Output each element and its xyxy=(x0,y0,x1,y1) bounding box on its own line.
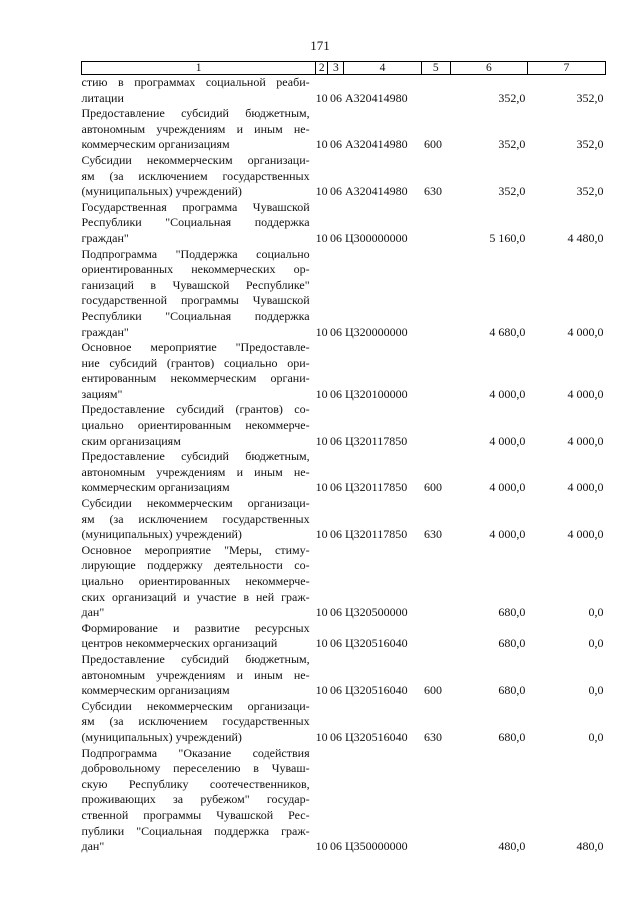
amount-year-2: 352,0 xyxy=(576,90,604,105)
page-number: 171 xyxy=(310,38,330,53)
description-line: (муниципальных) учреждений) xyxy=(81,527,242,542)
amount-year-2: 0,0 xyxy=(588,636,604,651)
description-line: стию в программах социальной реаби- xyxy=(81,75,310,89)
expense-type-code xyxy=(421,621,450,652)
amount-year-2: 4 000,0 xyxy=(567,480,604,495)
table-row xyxy=(82,200,606,247)
expense-type-code xyxy=(421,75,450,107)
target-article-code: Ц320100000 xyxy=(344,386,408,401)
description-line: ским организациям xyxy=(81,433,181,448)
section-code: 10 xyxy=(315,605,328,620)
target-article-code: А320414980 xyxy=(344,184,408,199)
target-article-code: Ц320516040 xyxy=(344,636,408,651)
amount-year-1: 680,0 xyxy=(498,683,526,698)
amount-year-1: 680,0 xyxy=(498,605,526,620)
table-body xyxy=(82,75,606,855)
amount-year-2: 0,0 xyxy=(588,729,604,744)
subsection-code: 06 xyxy=(329,230,342,245)
expense-type-code xyxy=(421,402,450,449)
description-line: автономным учреждениям и иным не- xyxy=(81,121,310,136)
amount-year-2: 4 000,0 xyxy=(567,433,604,448)
subsection-code: 06 xyxy=(329,480,342,495)
amount-year-2: 0,0 xyxy=(588,605,604,620)
amount-year-2: 0,0 xyxy=(588,683,604,698)
table-row xyxy=(82,496,606,543)
description-line: Предоставление субсидий (грантов) со- xyxy=(81,402,310,417)
section-code: 10 xyxy=(315,324,328,339)
description-line: Субсидии некоммерческим организаци- xyxy=(81,698,310,713)
section-code: 10 xyxy=(315,90,328,105)
description-line: Субсидии некоммерческим организаци- xyxy=(81,496,310,511)
budget-table xyxy=(81,61,606,855)
amount-year-1: 480,0 xyxy=(498,839,526,854)
description-line: Республики "Социальная поддержка xyxy=(81,308,310,323)
target-article-code: Ц300000000 xyxy=(344,230,408,245)
column-header: 5 xyxy=(421,62,450,75)
amount-year-1: 680,0 xyxy=(498,729,526,744)
section-code: 10 xyxy=(315,433,328,448)
subsection-code: 06 xyxy=(329,137,342,152)
subsection-code: 06 xyxy=(329,184,342,199)
target-article-code: Ц320000000 xyxy=(344,324,408,339)
amount-year-2: 4 000,0 xyxy=(567,527,604,542)
description-line: (муниципальных) учреждений) xyxy=(81,184,242,199)
row-description xyxy=(82,621,316,652)
row-description xyxy=(82,247,316,341)
description-line: циально ориентированных некоммерче- xyxy=(81,574,310,588)
table-row xyxy=(82,652,606,699)
target-article-code: Ц320516040 xyxy=(344,729,408,744)
description-line: автономным учреждениям и иным не- xyxy=(81,464,310,479)
description-line: ганизаций в Чувашской Республике" xyxy=(81,277,310,292)
column-header: 2 xyxy=(316,62,328,75)
description-line: центров некоммерческих организаций xyxy=(81,636,278,651)
amount-year-1: 352,0 xyxy=(498,90,526,105)
description-line: автономным учреждениям и иным не- xyxy=(81,667,310,682)
column-header: 4 xyxy=(344,62,421,75)
description-line: Подпрограмма "Поддержка социально xyxy=(81,246,310,261)
section-code: 10 xyxy=(315,527,328,542)
description-line: Государственная программа Чувашской xyxy=(81,199,310,214)
amount-year-1: 352,0 xyxy=(498,184,526,199)
description-line: дан" xyxy=(81,605,105,620)
description-line: ственной программы Чувашской Рес- xyxy=(81,807,310,822)
section-code: 10 xyxy=(315,839,328,854)
expense-type-code: 600 xyxy=(424,480,442,495)
target-article-code: Ц320117850 xyxy=(344,480,408,495)
target-article-code: А320414980 xyxy=(344,137,408,152)
subsection-code: 06 xyxy=(329,729,342,744)
row-description xyxy=(82,449,316,496)
row-description xyxy=(82,746,316,855)
table-row xyxy=(82,402,606,449)
description-line: ям (за исключением государственных xyxy=(81,714,310,729)
row-description xyxy=(82,652,316,699)
subsection-code: 06 xyxy=(329,683,342,698)
description-line: ние субсидий (грантов) социально ори- xyxy=(81,355,310,370)
column-header: 1 xyxy=(82,62,316,75)
amount-year-1: 4 000,0 xyxy=(489,527,526,542)
subsection-code: 06 xyxy=(329,324,342,339)
description-line: Субсидии некоммерческим организаци- xyxy=(81,152,310,167)
description-line: публики "Социальная поддержка граж- xyxy=(81,823,310,838)
expense-type-code: 630 xyxy=(424,527,442,542)
amount-year-2: 4 480,0 xyxy=(567,230,604,245)
description-line: литации xyxy=(81,90,124,105)
description-line: граждан" xyxy=(81,324,129,339)
table-row xyxy=(82,543,606,621)
description-line: коммерческим организациям xyxy=(81,480,230,495)
description-line: коммерческим организациям xyxy=(81,683,230,698)
amount-year-1: 4 000,0 xyxy=(489,480,526,495)
description-line: ям (за исключением государственных xyxy=(81,168,310,183)
table-header-row xyxy=(82,62,606,75)
table-row xyxy=(82,153,606,200)
section-code: 10 xyxy=(315,480,328,495)
expense-type-code: 600 xyxy=(424,683,442,698)
table-row xyxy=(82,621,606,652)
description-line: Предоставление субсидий бюджетным, xyxy=(81,449,310,464)
amount-year-1: 4 000,0 xyxy=(489,433,526,448)
description-line: Предоставление субсидий бюджетным, xyxy=(81,106,310,121)
row-description xyxy=(82,153,316,200)
expense-type-code xyxy=(421,200,450,247)
subsection-code: 06 xyxy=(329,433,342,448)
target-article-code: Ц320500000 xyxy=(344,605,408,620)
description-line: Республики "Социальная поддержка xyxy=(81,215,310,230)
description-line: граждан" xyxy=(81,230,129,245)
subsection-code: 06 xyxy=(329,527,342,542)
table-row xyxy=(82,75,606,107)
row-description xyxy=(82,496,316,543)
description-line: коммерческим организациям xyxy=(81,137,230,152)
target-article-code: А320414980 xyxy=(344,90,408,105)
expense-type-code xyxy=(421,340,450,402)
amount-year-1: 680,0 xyxy=(498,636,526,651)
section-code: 10 xyxy=(315,636,328,651)
description-line: циально ориентированным некоммерче- xyxy=(81,418,310,433)
table-row xyxy=(82,106,606,153)
column-header: 7 xyxy=(527,62,605,75)
description-line: ям (за исключением государственных xyxy=(81,511,310,526)
section-code: 10 xyxy=(315,184,328,199)
amount-year-2: 480,0 xyxy=(576,839,604,854)
description-line: проживающих за рубежом" государ- xyxy=(81,792,310,807)
target-article-code: Ц320516040 xyxy=(344,683,408,698)
section-code: 10 xyxy=(315,386,328,401)
table-row xyxy=(82,699,606,746)
amount-year-1: 4 000,0 xyxy=(489,386,526,401)
description-line: ориентированных некоммерческих ор- xyxy=(81,262,310,277)
description-line: ентированным некоммерческим органи- xyxy=(81,371,310,386)
description-line: (муниципальных) учреждений) xyxy=(81,729,242,744)
description-line: государственной программы Чувашской xyxy=(81,293,310,308)
expense-type-code xyxy=(421,247,450,341)
subsection-code: 06 xyxy=(329,386,342,401)
amount-year-2: 4 000,0 xyxy=(567,324,604,339)
column-header: 3 xyxy=(328,62,344,75)
row-description xyxy=(82,402,316,449)
amount-year-2: 4 000,0 xyxy=(567,386,604,401)
description-line: ских организаций и участие в ней граж- xyxy=(81,589,310,604)
amount-year-2: 352,0 xyxy=(576,137,604,152)
description-line: добровольному переселению в Чуваш- xyxy=(81,761,310,776)
row-description xyxy=(82,699,316,746)
description-line: Основное мероприятие "Предоставле- xyxy=(81,340,310,355)
table-row xyxy=(82,340,606,402)
amount-year-1: 4 680,0 xyxy=(489,324,526,339)
description-line: Предоставление субсидий бюджетным, xyxy=(81,651,310,666)
expense-type-code xyxy=(421,543,450,621)
row-description xyxy=(82,543,316,621)
description-line: Формирование и развитие ресурсных xyxy=(81,620,310,635)
subsection-code: 06 xyxy=(329,90,342,105)
description-line: скую Республику соотечественников, xyxy=(81,776,310,791)
table-row xyxy=(82,449,606,496)
row-description xyxy=(82,340,316,402)
row-description xyxy=(82,200,316,247)
section-code: 10 xyxy=(315,683,328,698)
subsection-code: 06 xyxy=(329,839,342,854)
amount-year-1: 5 160,0 xyxy=(489,230,526,245)
amount-year-1: 352,0 xyxy=(498,137,526,152)
description-line: зациям" xyxy=(81,386,123,401)
subsection-code: 06 xyxy=(329,636,342,651)
expense-type-code xyxy=(421,746,450,855)
column-header: 6 xyxy=(450,62,527,75)
row-description xyxy=(82,106,316,153)
target-article-code: Ц320117850 xyxy=(344,433,408,448)
amount-year-2: 352,0 xyxy=(576,184,604,199)
description-line: дан" xyxy=(81,839,105,854)
target-article-code: Ц350000000 xyxy=(344,839,408,854)
row-description xyxy=(82,75,316,107)
section-code: 10 xyxy=(315,230,328,245)
subsection-code: 06 xyxy=(329,605,342,620)
section-code: 10 xyxy=(315,729,328,744)
description-line: Основное мероприятие "Меры, стиму- xyxy=(81,542,310,557)
table-row xyxy=(82,746,606,855)
expense-type-code: 630 xyxy=(424,729,442,744)
target-article-code: Ц320117850 xyxy=(344,527,408,542)
description-line: Подпрограмма "Оказание содействия xyxy=(81,745,310,760)
section-code: 10 xyxy=(315,137,328,152)
table-row xyxy=(82,247,606,341)
expense-type-code: 630 xyxy=(424,184,442,199)
expense-type-code: 600 xyxy=(424,137,442,152)
description-line: лирующие поддержку деятельности со- xyxy=(81,558,310,573)
